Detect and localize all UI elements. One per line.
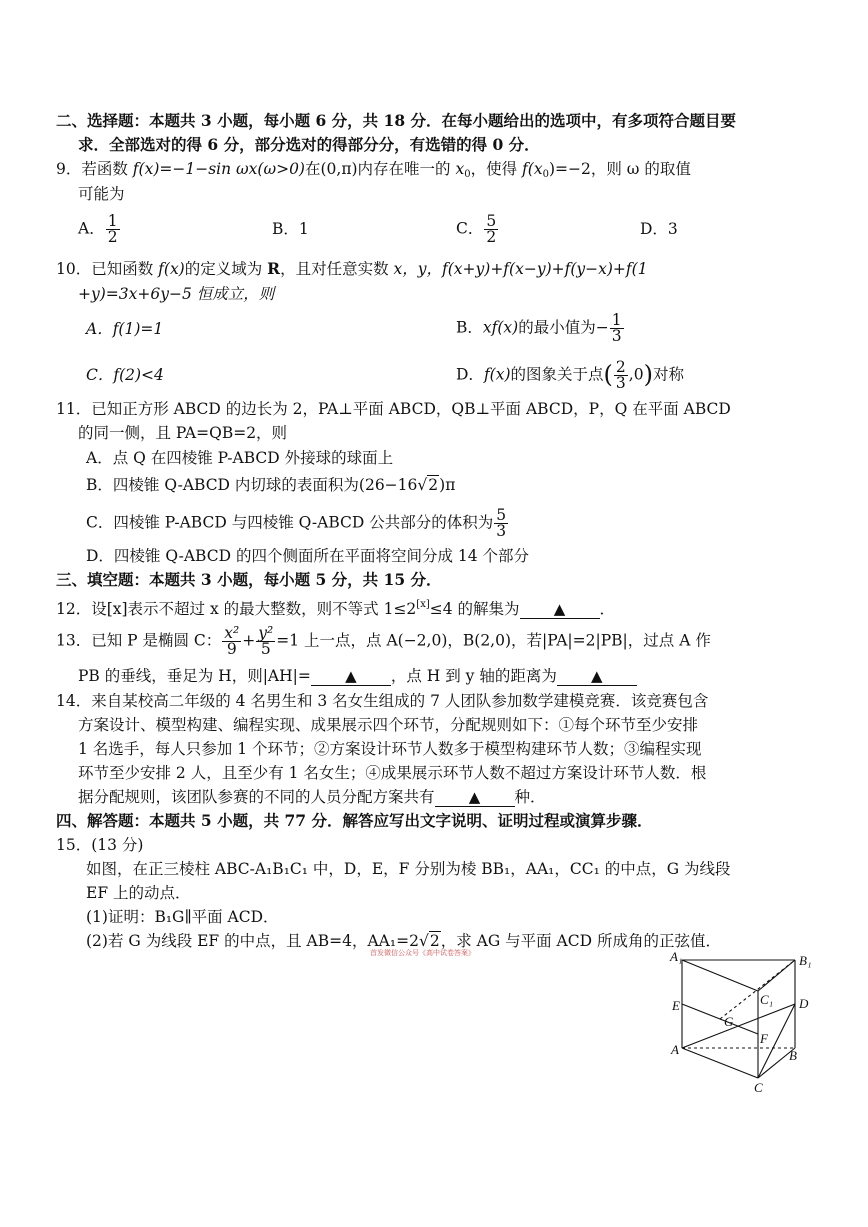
sqrt-symbol: √ [418, 932, 429, 950]
section2-heading-line1: 二、选择题：本题共 3 小题，每小题 6 分，共 18 分．在每小题给出的选项中，有多项符合题目要 [56, 111, 737, 130]
label-e: E [672, 998, 680, 1013]
q14-stem-line1: 14．来自某校高二年级的 4 名男生和 3 名女生组成的 7 人团队参加数学建模竞赛．该竞赛包含 [56, 692, 709, 710]
q10-stem-line2: +y)=3x+6y−5 恒成立，则 [78, 285, 275, 303]
q9-option-c-fraction: $\frac{5}{2}$ [486, 212, 497, 246]
q9-option-d: D．3 [640, 220, 678, 238]
q13-answer-blank-2[interactable]: ▲ [557, 667, 637, 686]
q9-option-a: A． $\frac{1}{2}$ [78, 212, 118, 246]
q9-stem-line1: 9．若函数 f(x)=−1−sin ωx(ω>0)在(0,π)内存在唯一的 $x_0$，使得 $f(x_0)=-2$，则 ω 的取值 [56, 160, 691, 180]
q14-answer-blank[interactable]: ▲ [435, 788, 515, 807]
q15-part2: (2)若 G 为线段 EF 的中点，且 AB=4，AA₁=2√2，求 AG 与平面 ACD 所成角的正弦值． [86, 932, 721, 950]
label-a: A [671, 1042, 679, 1057]
q12-stem: 12．设[x]表示不超过 x 的最大整数，则不等式 1≤2[x]≤4 的解集为 ▲ ． [56, 599, 616, 618]
q14-stem-line3: 1 名选手，每人只参加 1 个环节；②方案设计环节人数多于模型构建环节人数；③编程实现 [78, 740, 702, 758]
section3-heading: 三、填空题：本题共 3 小题，每小题 5 分，共 15 分． [56, 570, 442, 589]
q10-option-b-fraction: $\frac{1}{3}$ [611, 311, 622, 345]
q15-part1: (1)证明：B₁G∥平面 ACD． [86, 908, 279, 926]
q11-option-b: B．四棱锥 Q-ABCD 内切球的表面积为(26−16√2)π [86, 476, 456, 494]
q11-option-c: C．四棱锥 P-ABCD 与四棱锥 Q-ABCD 公共部分的体积为 $\frac{5}{3}$ [86, 506, 507, 540]
q11-option-d: D．四棱锥 Q-ABCD 的四个侧面所在平面将空间分成 14 个部分 [86, 547, 530, 565]
q13-stem-line1: 13．已知 P 是椭圆 C： $\frac{\text{x²}}{9}$ + $\frac{\text{y²}}{5}$ =1 上一点，点 A(−2,0)，B(2,0)，若|PA|=2|PB|，过点 A 作 [56, 624, 711, 658]
q9-option-a-fraction: $\frac{1}{2}$ [107, 212, 118, 246]
section4-heading: 四、解答题：本题共 5 小题，共 77 分．解答应写出文字说明、证明过程或演算步骤． [56, 811, 653, 830]
q10-stem-line1: 10．已知函数 f(x)的定义域为 R，且对任意实数 x，y，f(x+y)+f(x−y)+f(y−x)+f(1 [56, 259, 648, 278]
label-c: C [754, 1080, 763, 1095]
q13-fraction-y: $\frac{\text{y²}}{5}$ [258, 624, 274, 658]
q11-option-c-fraction: $\frac{5}{3}$ [496, 506, 507, 540]
edge-c1-b1 [758, 960, 795, 991]
label-d: D [799, 996, 809, 1011]
label-f: F [760, 1031, 768, 1046]
q15-stem-line1: 如图，在正三棱柱 ABC-A₁B₁C₁ 中，D，E，F 分别为棱 BB₁，AA₁，CC₁ 的中点，G 为线段 [86, 860, 731, 878]
q15-stem-line2: EF 上的动点． [86, 884, 191, 902]
q13-fraction-x: $\frac{\text{x²}}{9}$ [224, 624, 240, 658]
label-c1: C₁ [760, 992, 774, 1007]
q14-stem-line2: 方案设计、模型构建、编程实现、成果展示四个环节，分配规则如下：①每个环节至少安排 [78, 716, 699, 734]
q10-option-a: A．f(1)=1 [86, 320, 164, 338]
q9-stem-line2: 可能为 [78, 185, 125, 203]
q14-stem-line5: 据分配规则，该团队参赛的不同的人员分配方案共有 ▲ 种． [78, 788, 546, 806]
q9-option-c: C． $\frac{5}{2}$ [456, 212, 497, 246]
prism-figure [660, 948, 820, 1098]
label-b1: B₁ [799, 953, 812, 968]
edge-a-c [682, 1048, 758, 1078]
watermark-text: 首发微信公众号《高中试卷答案》 [370, 949, 475, 957]
q9-option-b: B．1 [272, 220, 309, 238]
edge-a1-c1 [682, 960, 758, 991]
q11-stem-line1: 11．已知正方形 ABCD 的边长为 2，PA⊥平面 ABCD，QB⊥平面 ABCD，P，Q 在平面 ABCD [56, 400, 731, 418]
label-a1: A₁ [670, 949, 683, 964]
label-g: G [724, 1014, 734, 1029]
q10-option-d-fraction: $\frac{2}{3}$ [615, 358, 626, 392]
q10-option-b: B．xf(x)的最小值为− $\frac{1}{3}$ [456, 311, 622, 345]
sqrt-symbol: √ [417, 476, 428, 494]
q13-stem-line2: PB 的垂线，垂足为 H，则|AH|= ▲ ，点 H 到 y 轴的距离为 ▲ [78, 665, 637, 687]
q11-stem-line2: 的同一侧，且 PA=QB=2，则 [78, 424, 288, 442]
label-b: B [789, 1048, 797, 1063]
q11-option-a: A．点 Q 在四棱锥 P-ABCD 外接球的球面上 [86, 449, 394, 467]
q12-answer-blank[interactable]: ▲ [520, 600, 600, 619]
q13-answer-blank-1[interactable]: ▲ [311, 667, 391, 686]
q15-header: 15．(13 分) [56, 836, 144, 854]
q10-option-c: C．f(2)<4 [86, 366, 164, 384]
q14-stem-line4: 环节至少安排 2 人，且至少有 1 名女生；④成果展示环节人数不超过方案设计环节人数．根 [78, 764, 707, 782]
section2-heading-line2: 求．全部选对的得 6 分，部分选对的得部分分，有选错的得 0 分． [78, 135, 540, 154]
q10-option-d: D．f(x)的图象关于点( $\frac{2}{3}$ ,0)对称 [456, 358, 684, 392]
